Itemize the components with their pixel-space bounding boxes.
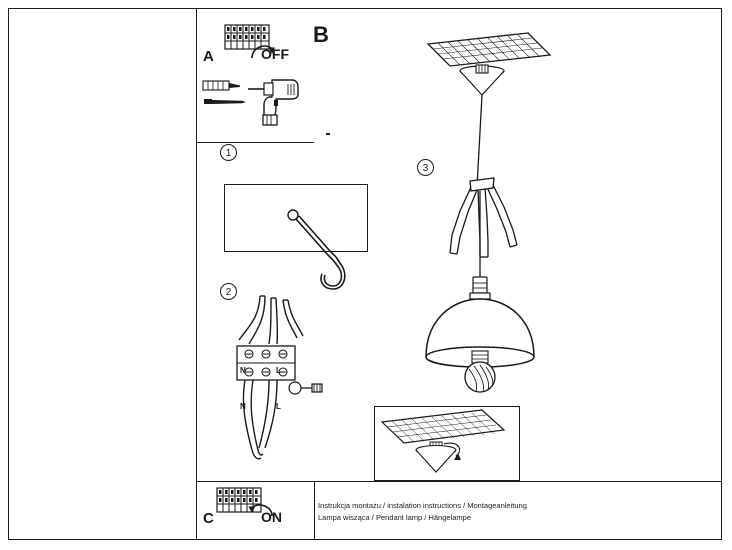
canopy-detail-icon — [378, 404, 520, 482]
on-label: ON — [261, 509, 282, 525]
screwdriver-icon — [288, 378, 324, 400]
tick-mark — [326, 133, 330, 135]
section-b-label: B — [313, 22, 329, 47]
sheet-border — [8, 8, 722, 540]
terminal-n-bottom-label: N — [240, 402, 246, 411]
divider-section-c — [196, 481, 314, 482]
step-2-badge: 2 — [220, 283, 237, 300]
step-1-badge: 1 — [220, 144, 237, 161]
screw-and-anchor-icon — [202, 78, 264, 110]
column-divider — [196, 8, 197, 540]
footer-line-2: Lampa wisząca / Pendant lamp / Hängelampe — [318, 513, 472, 522]
step-3-badge: 3 — [417, 159, 434, 176]
pendant-lamp-icon — [400, 25, 580, 415]
terminal-l-bottom-label: L — [276, 402, 281, 411]
drill-icon — [262, 70, 306, 126]
ceiling-hook-icon — [275, 208, 365, 293]
divider-section-a — [196, 142, 314, 143]
section-c-label: C — [203, 510, 215, 527]
divider-footer-vertical — [314, 481, 315, 540]
section-a-label: A — [203, 48, 215, 65]
off-label: OFF — [261, 46, 289, 62]
terminal-l-top-label: L — [276, 366, 281, 375]
footer-line-1: Instrukcja montażu / instalation instructions / Montageanleitung — [318, 501, 527, 510]
terminal-n-top-label: N — [240, 366, 246, 375]
